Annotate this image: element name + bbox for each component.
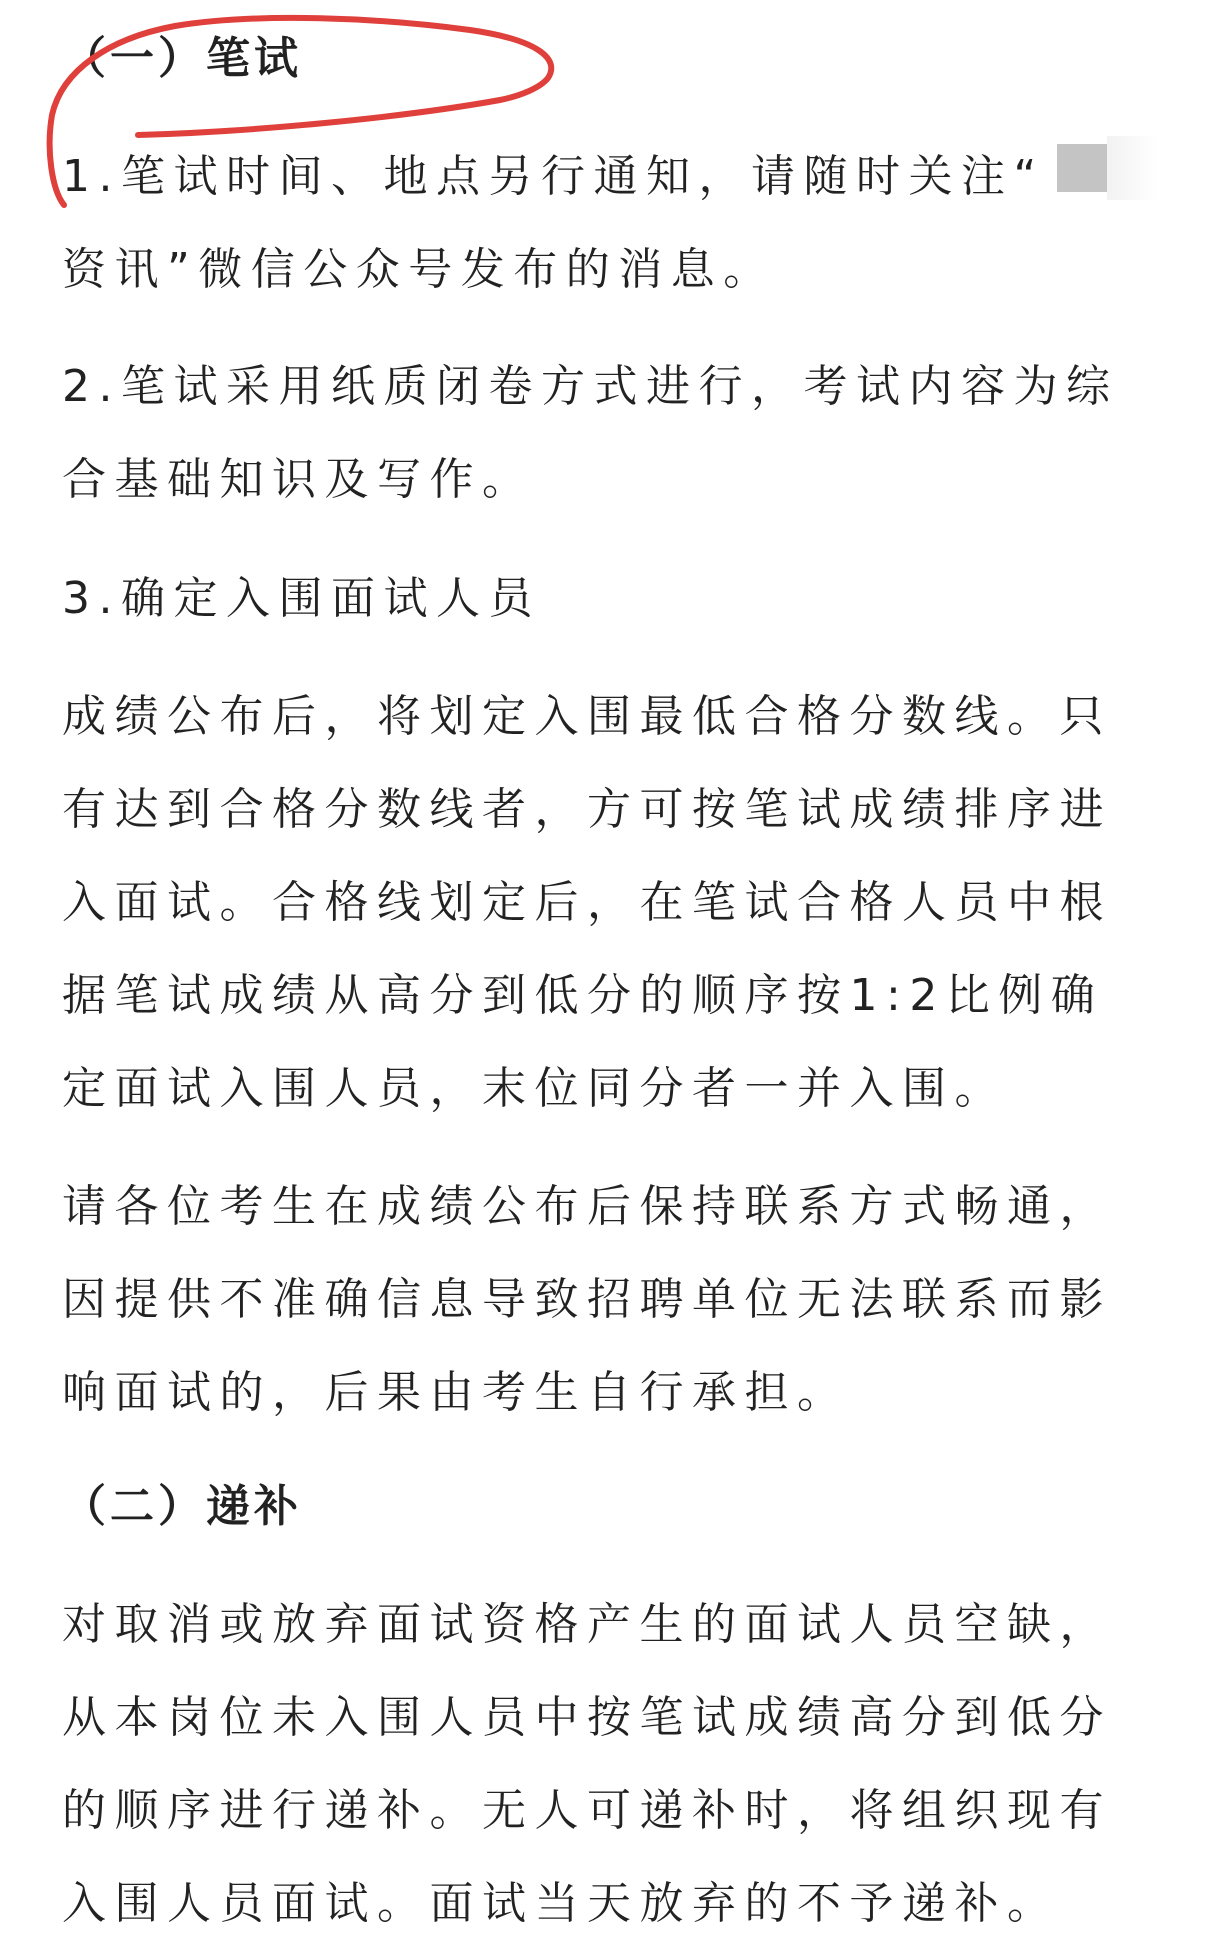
redaction-fade <box>1107 136 1157 200</box>
paragraph-contact-notice: 请各位考生在成绩公布后保持联系方式畅通，因提供不准确信息导致招聘单位无法联系而影响面试的，后果由考生自行承担。 <box>62 1181 1112 1418</box>
paragraph-interview-heading: 3.确定入围面试人员 <box>62 573 541 624</box>
redacted-block <box>1057 144 1107 192</box>
paragraph-substitution-rules: 对取消或放弃面试资格产生的面试人员空缺，从本岗位未入围人员中按笔试成绩高分到低分的顺序进行递补。无人可递补时，将组织现有入围人员面试。面试当天放弃的不予递补。 <box>62 1599 1112 1929</box>
paragraph-exam-notice: 1.笔试时间、地点另行通知，请随时关注“ <box>62 151 1045 202</box>
paragraph-score-line: 成绩公布后，将划定入围最低合格分数线。只有达到合格分数线者，方可按笔试成绩排序进入面试。合格线划定后，在笔试合格人员中根据笔试成绩从高分到低分的顺序按1:2比例确定面试入围人员，末位同分者一并入围。 <box>62 691 1112 1114</box>
section-heading-substitution: （二）递补 <box>62 1481 302 1532</box>
paragraph-exam-format: 2.笔试采用纸质闭卷方式进行，考试内容为综合基础知识及写作。 <box>62 361 1119 505</box>
section-heading-written-exam: （一）笔试 <box>62 33 302 84</box>
paragraph-exam-notice-continued: 资讯”微信公众号发布的消息。 <box>62 244 776 295</box>
